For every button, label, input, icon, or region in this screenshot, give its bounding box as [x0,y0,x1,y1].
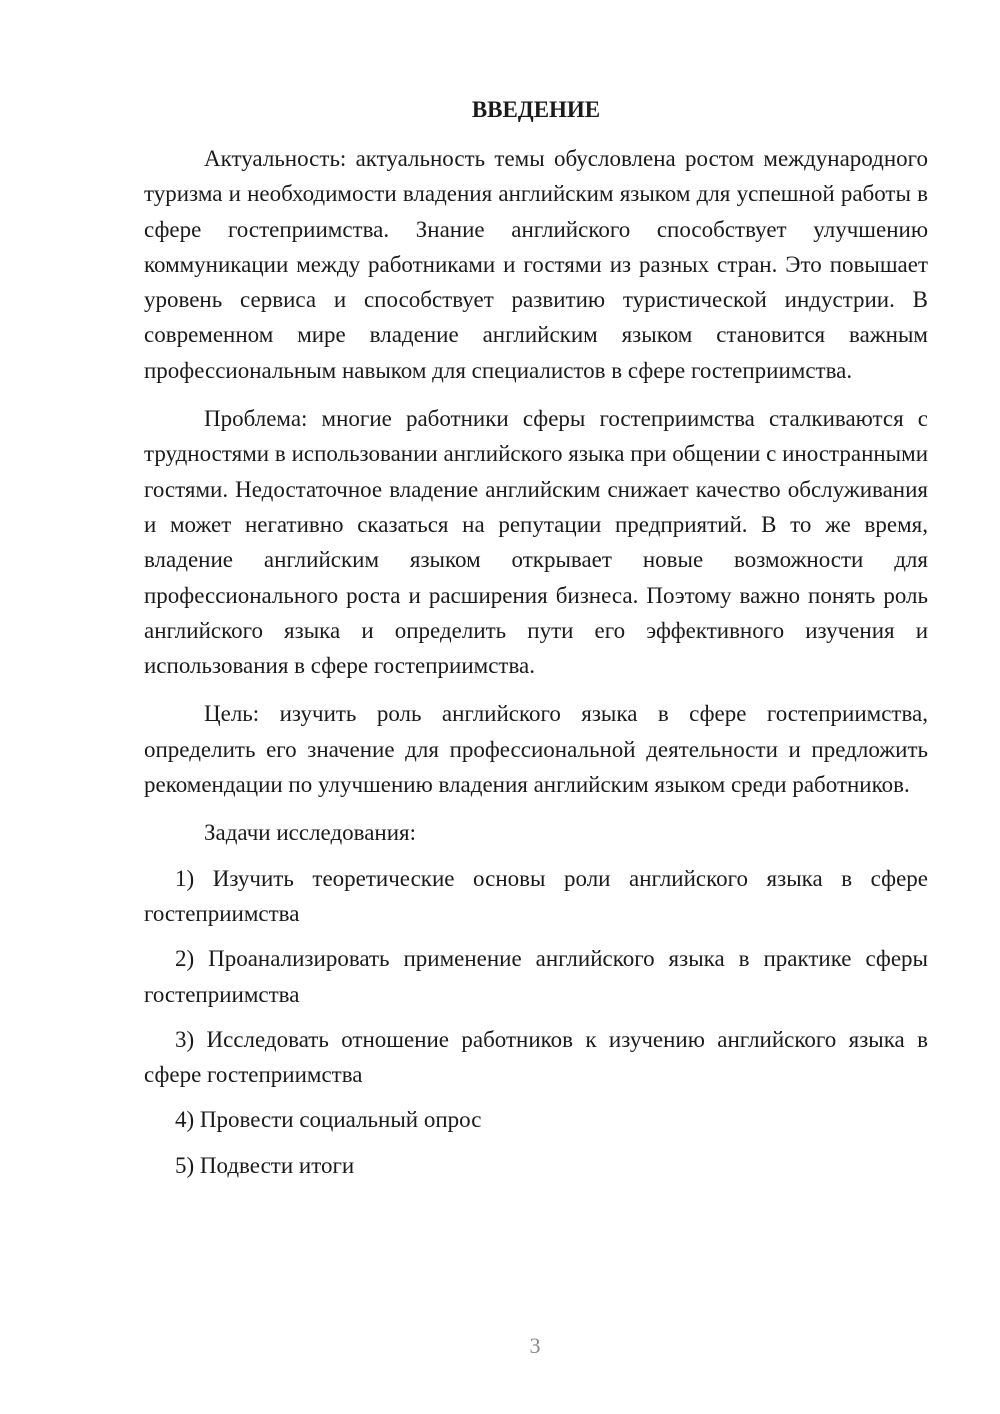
task-item: 1) Изучить теоретические основы роли английского языка в сфере гостеприимства [144,865,928,926]
task-item: 4) Провести социальный опрос [175,1107,482,1133]
paragraph-problem: Проблема: многие работники сферы гостеприимства сталкиваются с трудностями в использовании английского языка при общении с иностранными гостями. Недостаточное владение английским снижает качество обслуживания и может негативно сказаться на репутации предприятий. В то же время, владение английским языком открывает новые возможности для профессионального роста и расширения бизнеса. Поэтому важно понять роль английского языка и определить пути его эффективного изучения и использования в сфере гостеприимства. [144,406,928,679]
task-item: 3) Исследовать отношение работников к изучению английского языка в сфере гостеприимства [144,1026,928,1088]
page-content [144,92,928,1193]
paragraph-goal: Цель: изучить роль английского языка в сфере гостеприимства, определить его значение для профессиональной деятельности и предложить рекомендации по улучшению владения английским языком среди работников. [144,701,928,798]
paragraph-relevance: Актуальность: актуальность темы обусловлена ростом международного туризма и необходимости владения английским языком для успешной работы в сфере гостеприимства. Знание английского способствует улучшению коммуникации между работниками и гостями из разных стран. Это повышает уровень сервиса и способствует развитию туристической индустрии. В современном мире владение английским языком становится важным профессиональным навыком для специалистов в сфере гостеприимства. [144,146,928,383]
task-item: 5) Подвести итоги [175,1152,355,1178]
page-number: 3 [529,1333,541,1358]
section-title: ВВЕДЕНИЕ [471,97,601,122]
tasks-heading: Задачи исследования: [204,820,417,846]
task-item: 2) Проанализировать применение английского языка в практике сферы гостеприимства [144,946,928,1007]
